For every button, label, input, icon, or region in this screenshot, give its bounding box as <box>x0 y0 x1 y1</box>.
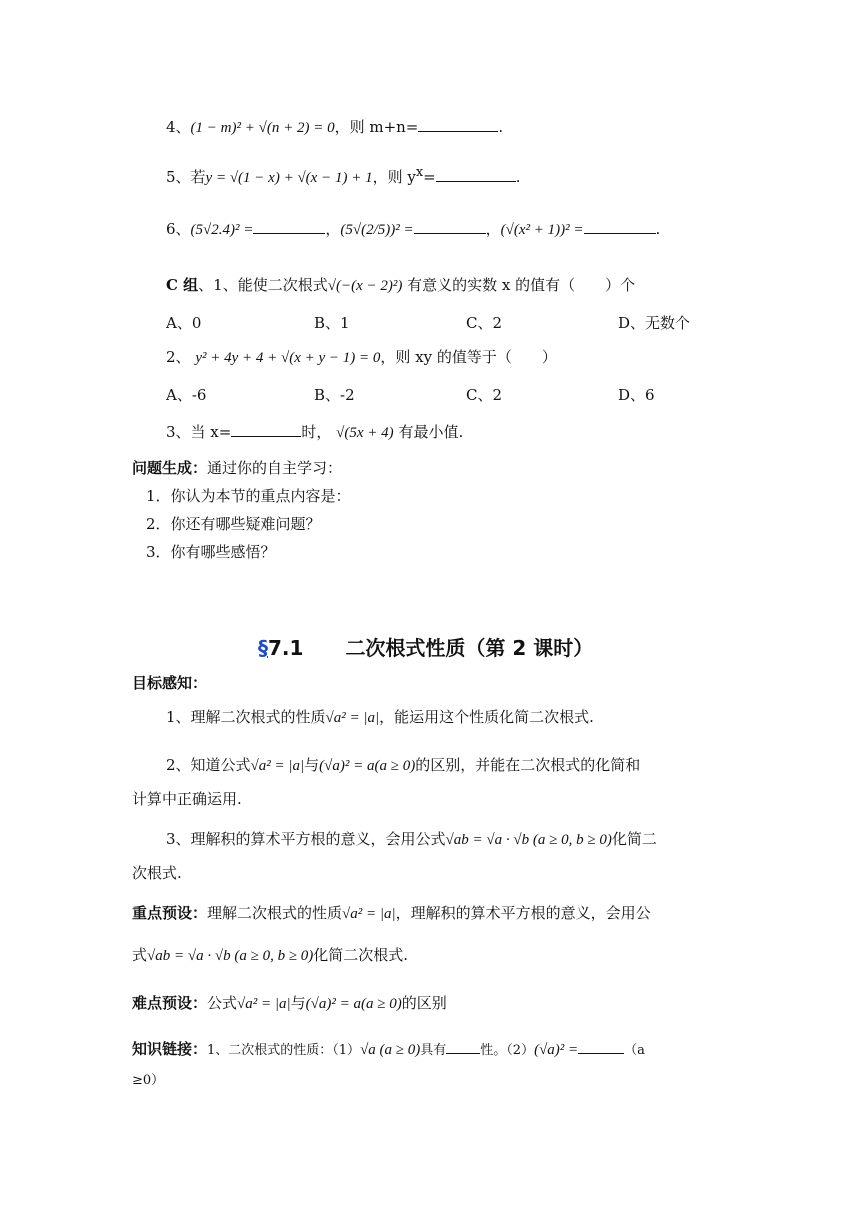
option-b[interactable]: B、-2 <box>314 386 355 404</box>
section-text: 的区别 <box>401 994 447 1012</box>
question-4 <box>166 116 503 139</box>
option-b[interactable]: B、1 <box>314 314 350 332</box>
math-formula: (√a)² = <box>534 1042 579 1058</box>
period: . <box>655 220 661 238</box>
key-points <box>132 902 651 925</box>
group-label: C 组 <box>166 276 199 294</box>
math-formula: √a² = |a| <box>237 996 291 1012</box>
section-number: 7.1 <box>268 636 304 660</box>
section-label: 知识链接： <box>132 1040 208 1058</box>
knowledge-link <box>132 1038 645 1062</box>
math-formula: √a (a ≥ 0) <box>360 1042 421 1058</box>
option-c[interactable]: C、2 <box>466 314 503 332</box>
math-formula: √ab = √a · √b (a ≥ 0, b ≥ 0) <box>147 948 314 964</box>
section-text: ，理解积的算术平方根的意义，会用公 <box>395 904 651 922</box>
math-formula: (√a)² = a(a ≥ 0) <box>305 996 402 1012</box>
question-5 <box>166 162 521 189</box>
question-number: 6、 <box>166 220 191 238</box>
section-label: 问题生成： <box>132 459 208 477</box>
math-formula: √a² = |a| <box>250 758 305 774</box>
question-number: 5、若 <box>166 168 206 186</box>
goal-2-continued: 计算中正确运用. <box>132 790 242 808</box>
section-text: 式 <box>132 946 148 964</box>
section-label: 重点预设： <box>132 904 208 922</box>
section-label: 难点预设： <box>132 994 208 1012</box>
section-text: 性。（2） <box>480 1043 535 1058</box>
superscript: x <box>415 165 424 180</box>
goal-1 <box>166 706 594 729</box>
answer-blank[interactable] <box>418 117 498 132</box>
c-question-1 <box>166 274 635 297</box>
math-formula: y² + 4y + 4 + √(x + y − 1) = 0 <box>195 350 381 366</box>
c-question-3 <box>166 421 463 444</box>
option-d[interactable]: D、无数个 <box>618 314 691 332</box>
math-formula: y = √(1 − x) + √(x − 1) + 1 <box>205 170 373 186</box>
question-text: ，则 xy 的值等于（ ） <box>380 348 557 366</box>
section-link[interactable]: § <box>258 636 268 660</box>
question-text: 3、当 x= <box>166 423 232 441</box>
problem-heading <box>132 457 342 479</box>
question-text: 有意义的实数 x 的值有（ ）个 <box>407 276 636 294</box>
section-text: 与 <box>290 994 306 1012</box>
period: . <box>498 118 504 136</box>
answer-blank[interactable] <box>584 219 656 234</box>
question-text: 、1、能使二次根式 <box>198 276 328 294</box>
math-formula: (√(x² + 1))² = <box>500 222 584 238</box>
math-formula: √ab = √a · √b (a ≥ 0, b ≥ 0) <box>445 832 612 848</box>
math-formula: (5√2.4)² = <box>190 222 254 238</box>
math-formula: (5√(2/5))² = <box>340 222 414 238</box>
goal-2 <box>166 754 640 777</box>
math-formula: √(−(x − 2)²) <box>327 278 403 294</box>
option-c[interactable]: C、2 <box>466 386 503 404</box>
section-text: 理解二次根式的性质 <box>207 904 343 922</box>
section-text: 具有 <box>420 1043 447 1058</box>
goal-text: 1、理解二次根式的性质 <box>166 708 326 726</box>
separator: ， <box>325 220 341 238</box>
key-points-continued <box>132 944 408 967</box>
problem-item: 1．你认为本节的重点内容是： <box>146 487 351 505</box>
math-formula: √a² = |a| <box>325 710 380 726</box>
option-a[interactable]: A、0 <box>166 314 202 332</box>
problem-item: 2．你还有哪些疑难问题？ <box>146 515 321 533</box>
math-formula: (1 − m)² + √(n + 2) = 0 <box>190 120 335 136</box>
section-text: 1、二次根式的性质：（1） <box>207 1043 361 1058</box>
difficult-points <box>132 992 447 1015</box>
question-text: ，则 y <box>372 168 416 186</box>
goal-text: ，能运用这个性质化简二次根式. <box>379 708 594 726</box>
problem-item: 3．你有哪些感悟？ <box>146 543 276 561</box>
separator: ， <box>485 220 501 238</box>
goal-text: 3、理解积的算术平方根的意义，会用公式 <box>166 830 446 848</box>
math-formula: √(5x + 4) <box>336 425 394 441</box>
option-d[interactable]: D、6 <box>618 386 655 404</box>
answer-blank[interactable] <box>414 219 486 234</box>
goal-text: 与 <box>304 756 320 774</box>
question-number: 4、 <box>166 118 191 136</box>
question-text: 时， <box>301 423 332 441</box>
section-text: （a <box>624 1043 645 1058</box>
question-text: ，则 m+n= <box>334 118 419 136</box>
goal-text: 化简二 <box>611 830 657 848</box>
period: . <box>515 168 521 186</box>
math-formula: √a² = |a| <box>342 906 396 922</box>
title-text: 二次根式性质（第 2 课时） <box>345 636 594 660</box>
goal-3 <box>166 828 657 851</box>
answer-blank[interactable] <box>446 1039 480 1054</box>
answer-blank[interactable] <box>231 422 301 437</box>
math-formula: (√a)² = a(a ≥ 0) <box>319 758 416 774</box>
answer-blank[interactable] <box>253 219 325 234</box>
question-6 <box>166 218 660 241</box>
option-a[interactable]: A、-6 <box>166 386 207 404</box>
section-text: 通过你的自主学习： <box>207 459 343 477</box>
lesson-title <box>258 632 593 661</box>
equals: = <box>423 168 436 186</box>
answer-blank[interactable] <box>578 1039 624 1054</box>
goal-3-continued: 次根式. <box>132 864 182 882</box>
section-text: 公式 <box>207 994 238 1012</box>
c-question-2 <box>166 346 557 369</box>
goal-text: 的区别，并能在二次根式的化简和 <box>415 756 641 774</box>
question-text: 有最小值. <box>398 423 464 441</box>
section-text: 化简二次根式. <box>313 946 409 964</box>
answer-blank[interactable] <box>436 167 516 182</box>
knowledge-link-continued: ≥0） <box>132 1073 165 1088</box>
question-number: 2、 <box>166 348 191 366</box>
goal-text: 2、知道公式 <box>166 756 251 774</box>
goals-label: 目标感知： <box>132 674 208 692</box>
